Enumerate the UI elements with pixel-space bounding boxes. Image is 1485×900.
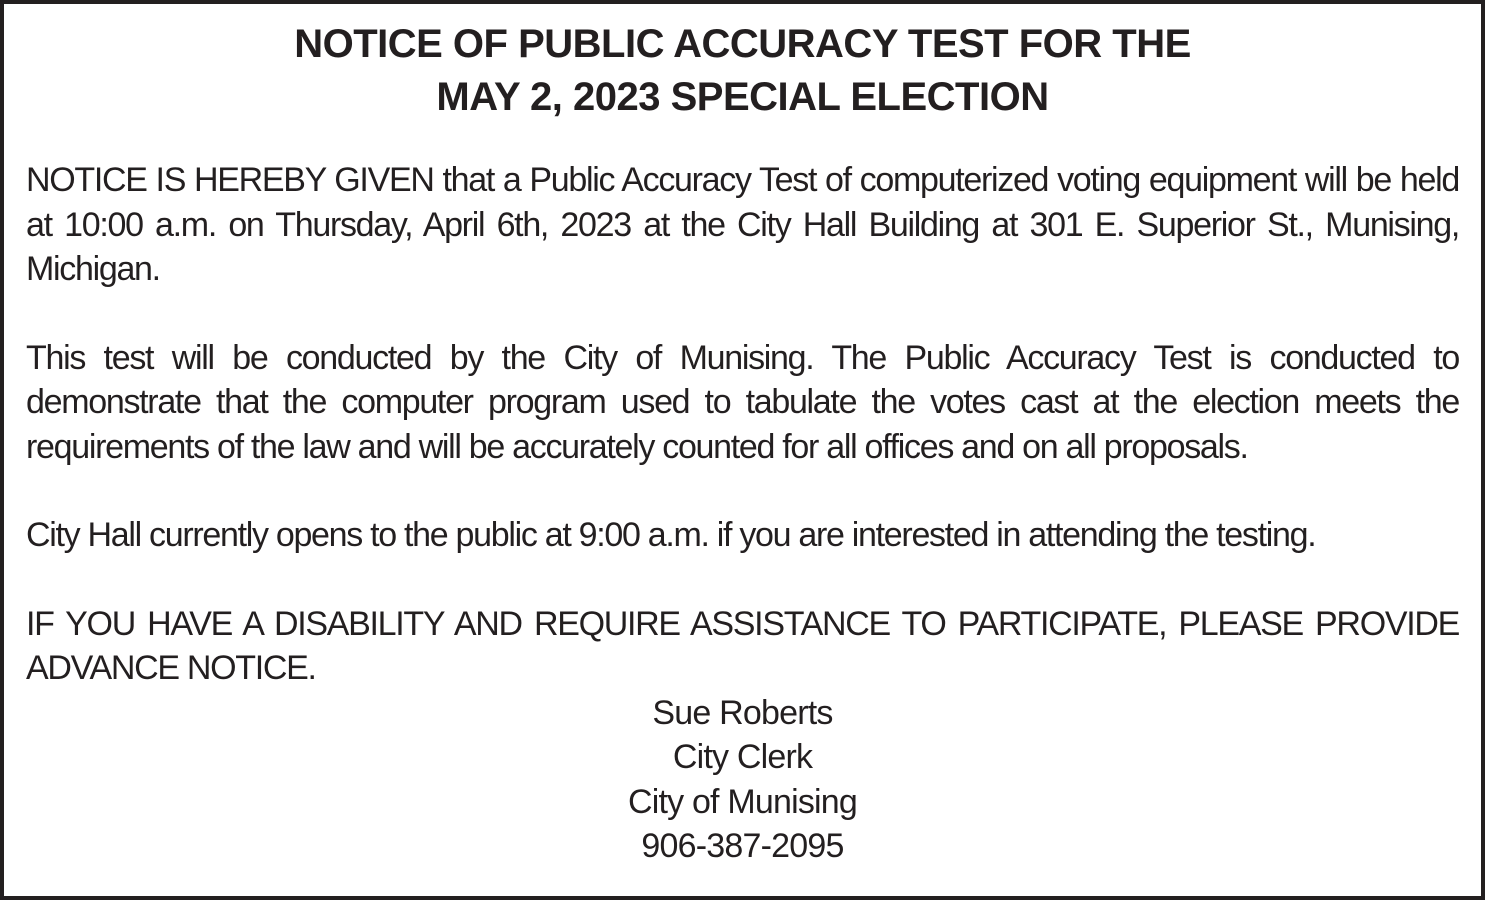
notice-paragraph-city-hall-hours: City Hall currently opens to the public at 9:00 a.m. if you are interested in attending the testing. — [26, 516, 1316, 554]
signature-phone: 906-387-2095 — [641, 827, 844, 865]
notice-title-line-1: NOTICE OF PUBLIC ACCURACY TEST FOR THE — [294, 22, 1191, 66]
signature-role: City Clerk — [672, 738, 813, 776]
notice-title-line-2: MAY 2, 2023 SPECIAL ELECTION — [436, 75, 1049, 119]
notice-paragraph-test-purpose: This test will be conducted by the City of Munising. The Public Accuracy Test is conducted to demonstrate that the computer program used to tabulate the votes cast at the election meets the requirements of the law and will be accurately counted for all offices and on all proposals. — [26, 338, 1459, 466]
notice-paragraph-disability-assistance: IF YOU HAVE A DISABILITY AND REQUIRE ASSISTANCE TO PARTICIPATE, PLEASE PROVIDE ADVANCE NOTICE. — [26, 604, 1459, 687]
signature-block — [26, 691, 1459, 869]
signature-name: Sue Roberts — [652, 693, 833, 732]
signature-organization: City of Munising — [627, 782, 858, 821]
notice-title — [26, 18, 1459, 124]
notice-paragraph-test-details: NOTICE IS HEREBY GIVEN that a Public Accuracy Test of computerized voting equipment will be held at 10:00 a.m. on Thursday, April 6th, 2023 at the City Hall Building at 301 E. Superior St., Munising, Michigan. — [26, 161, 1459, 288]
